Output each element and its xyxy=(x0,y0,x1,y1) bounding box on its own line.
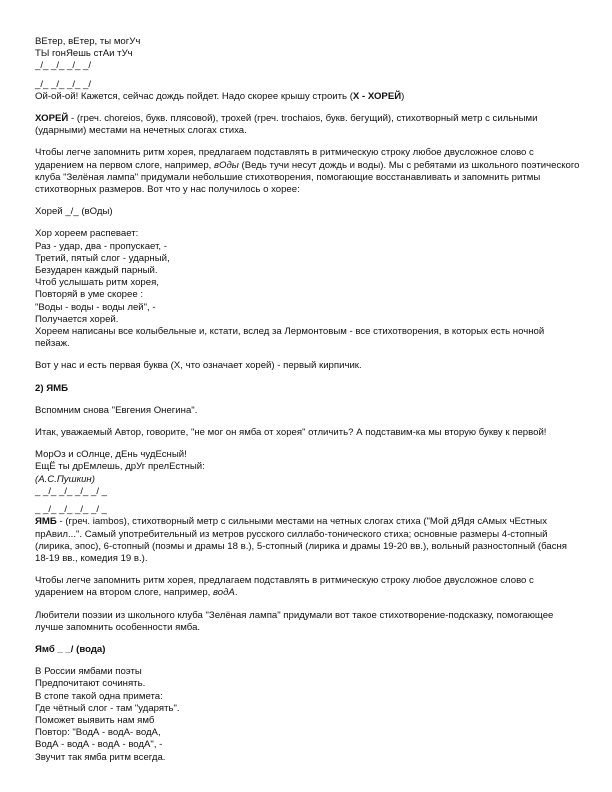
verse-line: ТЫ гонЯешь стАи тУч xyxy=(35,48,133,60)
poem-line: Чтоб услышать ритм хорея, xyxy=(35,277,159,289)
meter-scheme: _ _/_ _/_ _/_ _/ _ xyxy=(35,485,108,497)
onegin-paragraph: Вспомним снова "Евгения Онегина". xyxy=(35,404,198,416)
horey-poem xyxy=(35,228,580,326)
intro-paragraph: Ой-ой-ой! Кажется, сейчас дождь пойдет. Надо скорее крышу строить (Х - ХОРЕЙ) xyxy=(35,90,405,102)
poem-line: Звучит так ямба ритм всегда. xyxy=(35,751,166,763)
verse-author: (А.С.Пушкин) xyxy=(35,473,95,485)
document-page xyxy=(35,36,580,764)
poem-line: Хор хореем распевает: xyxy=(35,228,139,240)
example-word: вОды xyxy=(214,159,239,171)
poem-line: Раз - удар, два - пропускает, - xyxy=(35,240,167,252)
poem-line: В стопе такой одна примета: xyxy=(35,690,163,702)
first-letter-paragraph: Вот у нас и есть первая буква (Х, что означает хорей) - первый кирпичик. xyxy=(35,360,362,372)
poem-line: Повтор: "ВодА - водА- водА, xyxy=(35,727,161,739)
poem-line: ВодА - водА - водА - водА", - xyxy=(35,739,163,751)
verse-line: МорОз и сОлнце, дЕнь чудЕсный! xyxy=(35,449,187,461)
poem-line: В России ямбами поэты xyxy=(35,666,142,678)
question-paragraph: Итак, уважаемый Автор, говорите, "не мог он ямба от хорея" отличить? А подставим-ка мы вторую букву к первой! xyxy=(35,427,547,439)
section-title-yamb: 2) ЯМБ xyxy=(35,382,68,394)
horey-tip: Чтобы легче запомнить ритм хорея, предлагаем подставлять в ритмическую строку любое двусложное слово с ударением на первом слоге, например, вОды (Ведь тучи несут дождь и воды). Мы с ребятами из школьного поэтического клуба "Зелёная лампа" придумали небольшие стихотворения, помогающие восстанавливать и запомнить ритмы стихотворных размеров. Вот что у нас получилось о хорее: xyxy=(35,147,580,196)
example-word: водА xyxy=(213,587,235,599)
verse-wind xyxy=(35,36,580,91)
meter-scheme: _/_ _/_ _/_ _/ xyxy=(35,78,92,90)
poem-line: Поможет выявить нам ямб xyxy=(35,714,155,726)
verse-line: ЕщЁ ты дрЕмлешь, дрУг прелЕстный: xyxy=(35,461,205,473)
poem-line: Предпочитают сочинять. xyxy=(35,678,146,690)
verse-pushkin xyxy=(35,449,580,516)
horey-note: Хореем написаны все колыбельные и, кстати, вслед за Лермонтовым - все стихотворения, в которых есть ночной пейзаж. xyxy=(35,326,545,350)
horey-letter-label: Х - ХОРЕЙ xyxy=(352,90,402,102)
verse-line: ВЕтер, вЕтер, ты могУч xyxy=(35,36,141,47)
horey-term: ХОРЕЙ xyxy=(35,113,69,125)
yamb-poem xyxy=(35,666,580,764)
horey-poem-header: Хорей _/_ (вОды) xyxy=(35,206,113,218)
poem-line: Где чётный слог - там "ударять". xyxy=(35,702,180,714)
poem-line: "Воды - воды - воды лей", - xyxy=(35,301,156,313)
meter-scheme: _/_ _/_ _/_ _/ xyxy=(35,60,92,72)
yamb-term: ЯМБ xyxy=(35,516,57,528)
yamb-definition: ЯМБ - (греч. iambos), стихотворный метр с сильными местами на четных слогах стиха ("Мой дЯдя сАмых чЕстных прАвил...". Самый употребительный из метров русского силлабо-тонического стиха; основные размеры 4-стопный (лирика, эпос), 6-стопный (поэмы и драмы 18 в.), 5-стопный (лирика и драмы 19-20 вв.), вольный разностопный (басня 18-19 вв., комедия 19 в.). xyxy=(35,516,567,564)
poem-line: Безударен каждый парный. xyxy=(35,265,158,277)
poem-line: Повторяй в уме скорее : xyxy=(35,289,144,301)
club-note: Любители поэзии из школьного клуба "Зелёная лампа" придумали вот такое стихотворение-подсказку, помогающее лучше запомнить особенности ямба. xyxy=(35,609,554,633)
meter-scheme: _ _/_ _/_ _/_ _/ _ xyxy=(35,504,108,516)
horey-definition: ХОРЕЙ - (греч. choreios, букв. плясовой), трохей (греч. trochaios, букв. бегущий), стихотворный метр с сильными (ударными) местами на нечетных слогах стиха. xyxy=(35,113,538,137)
poem-line: Третий, пятый слог - ударный, xyxy=(35,252,170,264)
yamb-tip: Чтобы легче запомнить ритм хорея, предлагаем подставлять в ритмическую строку любое двусложное слово с ударением на втором слоге, например, водА. xyxy=(35,575,534,599)
yamb-poem-header: Ямб _ _/ (вода) xyxy=(35,643,106,655)
poem-line: Получается хорей. xyxy=(35,313,119,325)
